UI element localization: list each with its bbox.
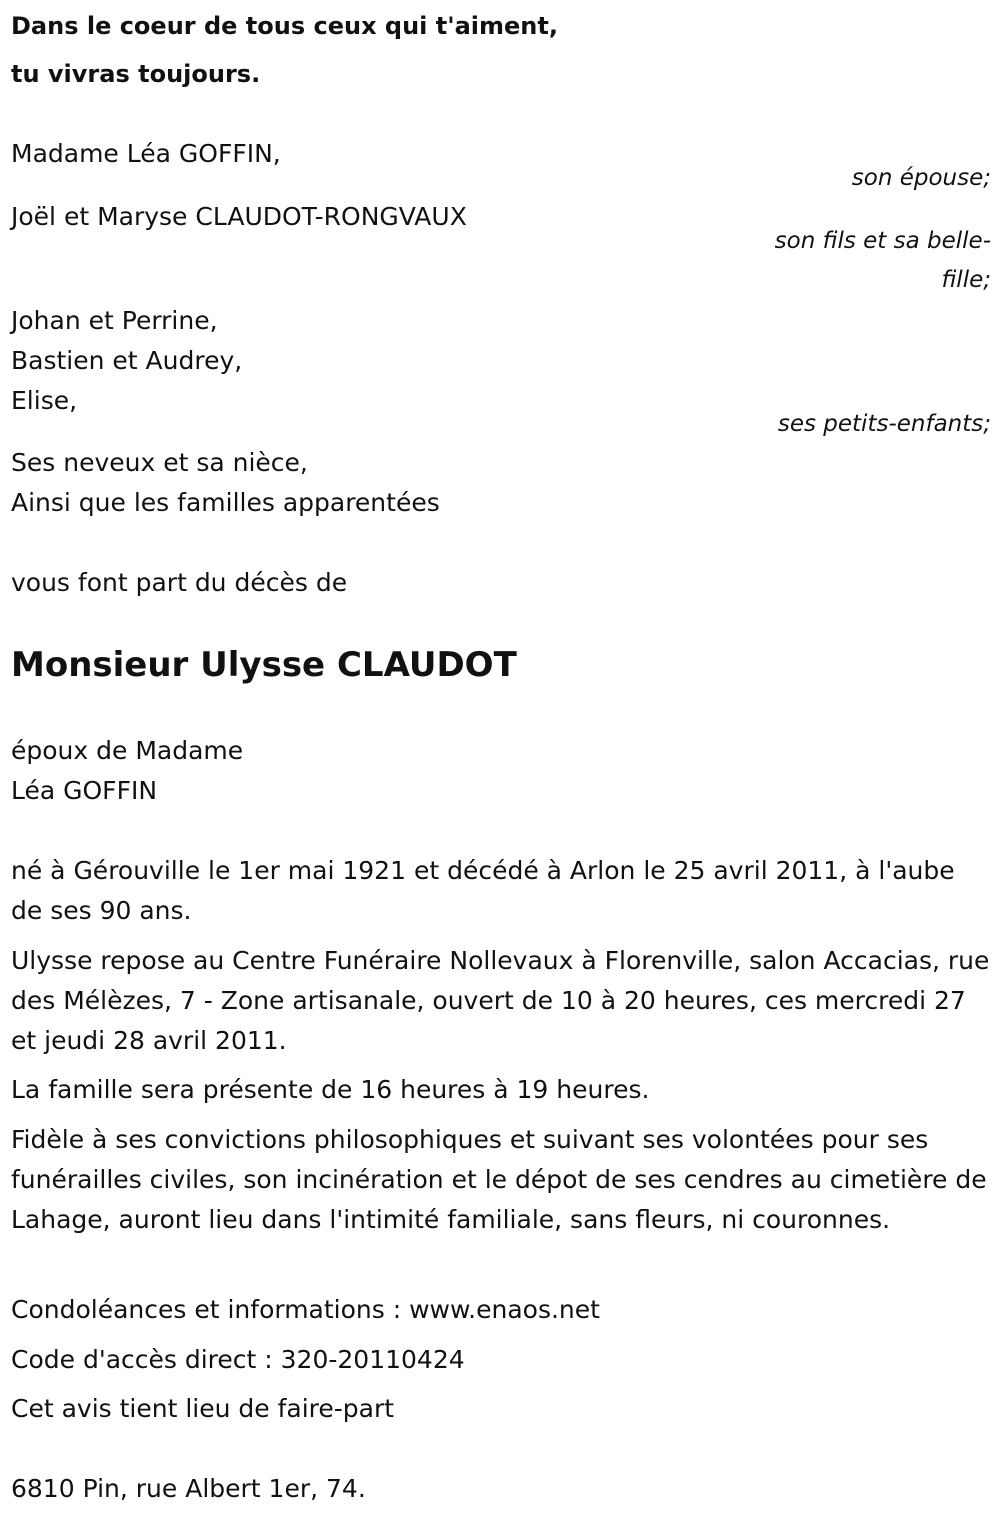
notice-statement: Cet avis tient lieu de faire-part (11, 1394, 395, 1423)
grandchild-2: Bastien et Audrey, (11, 346, 243, 375)
condolences-info: Condoléances et informations : www.enaos.net (11, 1295, 600, 1324)
family-presence: La famille sera présente de 16 heures à 19 heures. (11, 1075, 650, 1104)
announcement: vous font part du décès de (11, 568, 348, 597)
viewing-paragraph: Ulysse repose au Centre Funéraire Nollevaux à Florenville, salon Accacias, rue des Mélèzes, 7 - Zone artisanale, ouvert de 10 à 20 heures, ces mercredi 27 et jeudi 28 avril 2011. (11, 946, 990, 1055)
access-code: Code d'accès direct : 320-20110424 (11, 1345, 465, 1374)
spouse-line-2: Léa GOFFIN (11, 776, 158, 805)
address: 6810 Pin, rue Albert 1er, 74. (11, 1474, 366, 1503)
funeral-paragraph: Fidèle à ses convictions philosophiques et suivant ses volontées pour ses funérailles civiles, son incinération et le dépot de ses cendres au cimetière de Lahage, auront lieu dans l'intimité familiale, sans fleurs, ni couronnes. (11, 1125, 987, 1234)
grandchildren-relation: ses petits-enfants; (777, 411, 991, 437)
son-relation-line-2: fille; (941, 267, 991, 293)
motto-line-1: Dans le coeur de tous ceux qui t'aiment, (11, 12, 558, 40)
wife-name: Madame Léa GOFFIN, (11, 139, 281, 168)
grandchild-3: Elise, (11, 386, 78, 415)
birth-death-paragraph: né à Gérouville le 1er mai 1921 et décédé à Arlon le 25 avril 2011, à l'aube de ses 90 ans. (11, 856, 955, 925)
wife-relation: son épouse; (851, 165, 991, 191)
others-line-1: Ses neveux et sa nièce, (11, 448, 308, 477)
deceased-name: Monsieur Ulysse CLAUDOT (11, 645, 517, 685)
others-line-2: Ainsi que les familles apparentées (11, 488, 440, 517)
spouse-line-1: époux de Madame (11, 736, 244, 765)
son-name: Joël et Maryse CLAUDOT-RONGVAUX (11, 202, 467, 231)
motto-line-2: tu vivras toujours. (11, 60, 261, 88)
son-relation-line-1: son fils et sa belle- (774, 228, 991, 254)
grandchild-1: Johan et Perrine, (11, 306, 218, 335)
